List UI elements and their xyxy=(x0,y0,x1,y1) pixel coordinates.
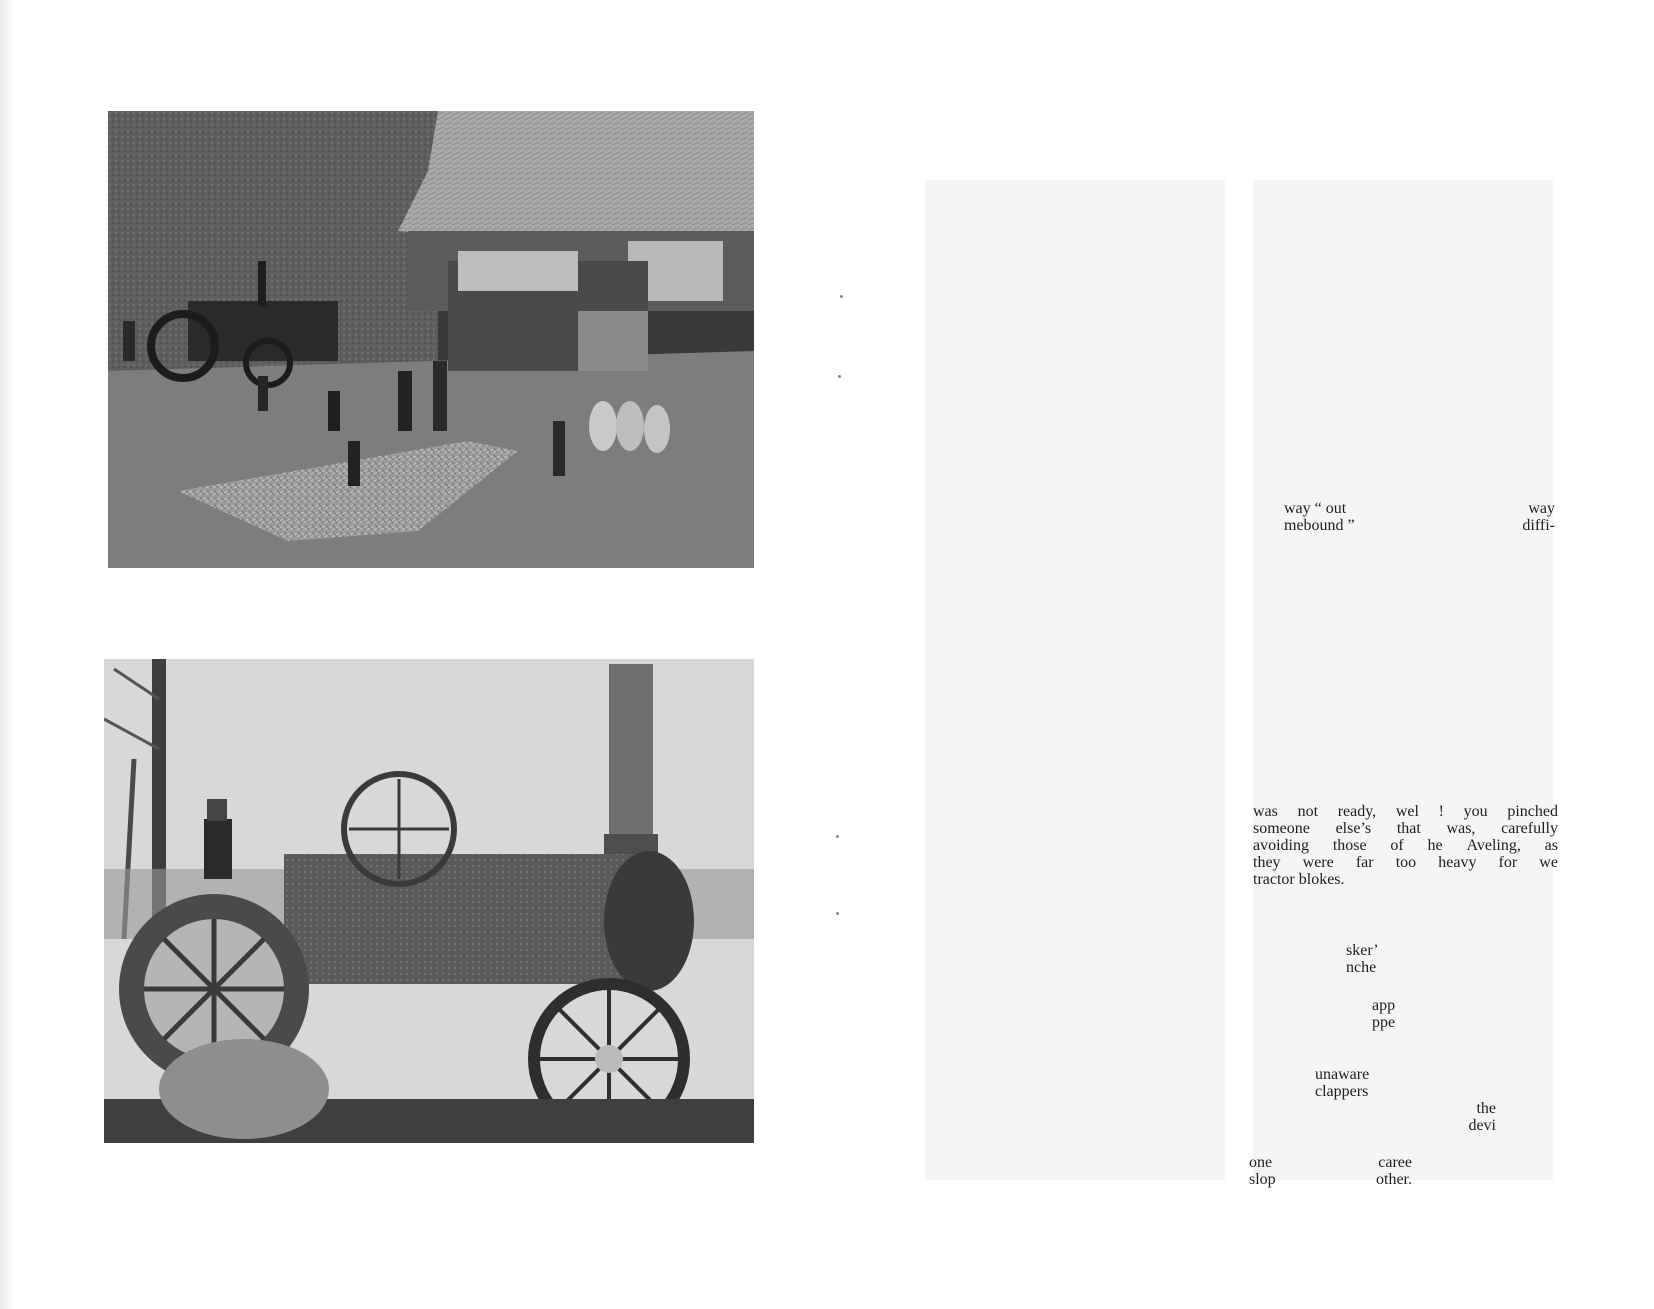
text-fragment-caree-other: caree other. xyxy=(1376,1154,1412,1188)
photo-threshing-scene xyxy=(108,111,754,568)
page-edge-shadow xyxy=(0,0,14,1309)
show-through-left-column xyxy=(925,180,1225,1180)
paragraph-line: tractor blokes. xyxy=(1253,871,1345,888)
photo-steam-engine xyxy=(104,659,754,1143)
text-fragment-one-slop: one slop xyxy=(1249,1154,1276,1188)
threshing-scene-image xyxy=(108,111,754,568)
scan-mark xyxy=(840,295,843,298)
paragraph-line: was not ready, wel ! you pinched xyxy=(1253,803,1558,820)
text-fragment-sker: sker’ nche xyxy=(1346,942,1379,976)
steam-engine-image xyxy=(104,659,754,1143)
text-fragment-way-diffi: way diffi- xyxy=(1522,500,1555,534)
text-fragment-the-devi: the devi xyxy=(1468,1100,1496,1134)
paragraph-aveling xyxy=(1253,803,1558,888)
paragraph-line: avoiding those of he Aveling, as xyxy=(1253,837,1558,854)
text-fragment-way-out: way “ out mebound ” xyxy=(1284,500,1355,534)
scan-mark xyxy=(836,912,839,915)
text-fragment-app: app ppe xyxy=(1372,997,1396,1031)
scan-mark xyxy=(836,835,839,838)
show-through-right-column xyxy=(1253,180,1553,1180)
paragraph-line: someone else’s that was, carefully xyxy=(1253,820,1558,837)
paragraph-line: they were far too heavy for we xyxy=(1253,854,1558,871)
scan-mark xyxy=(838,375,841,378)
text-fragment-unaware: unaware clappers xyxy=(1315,1066,1370,1100)
